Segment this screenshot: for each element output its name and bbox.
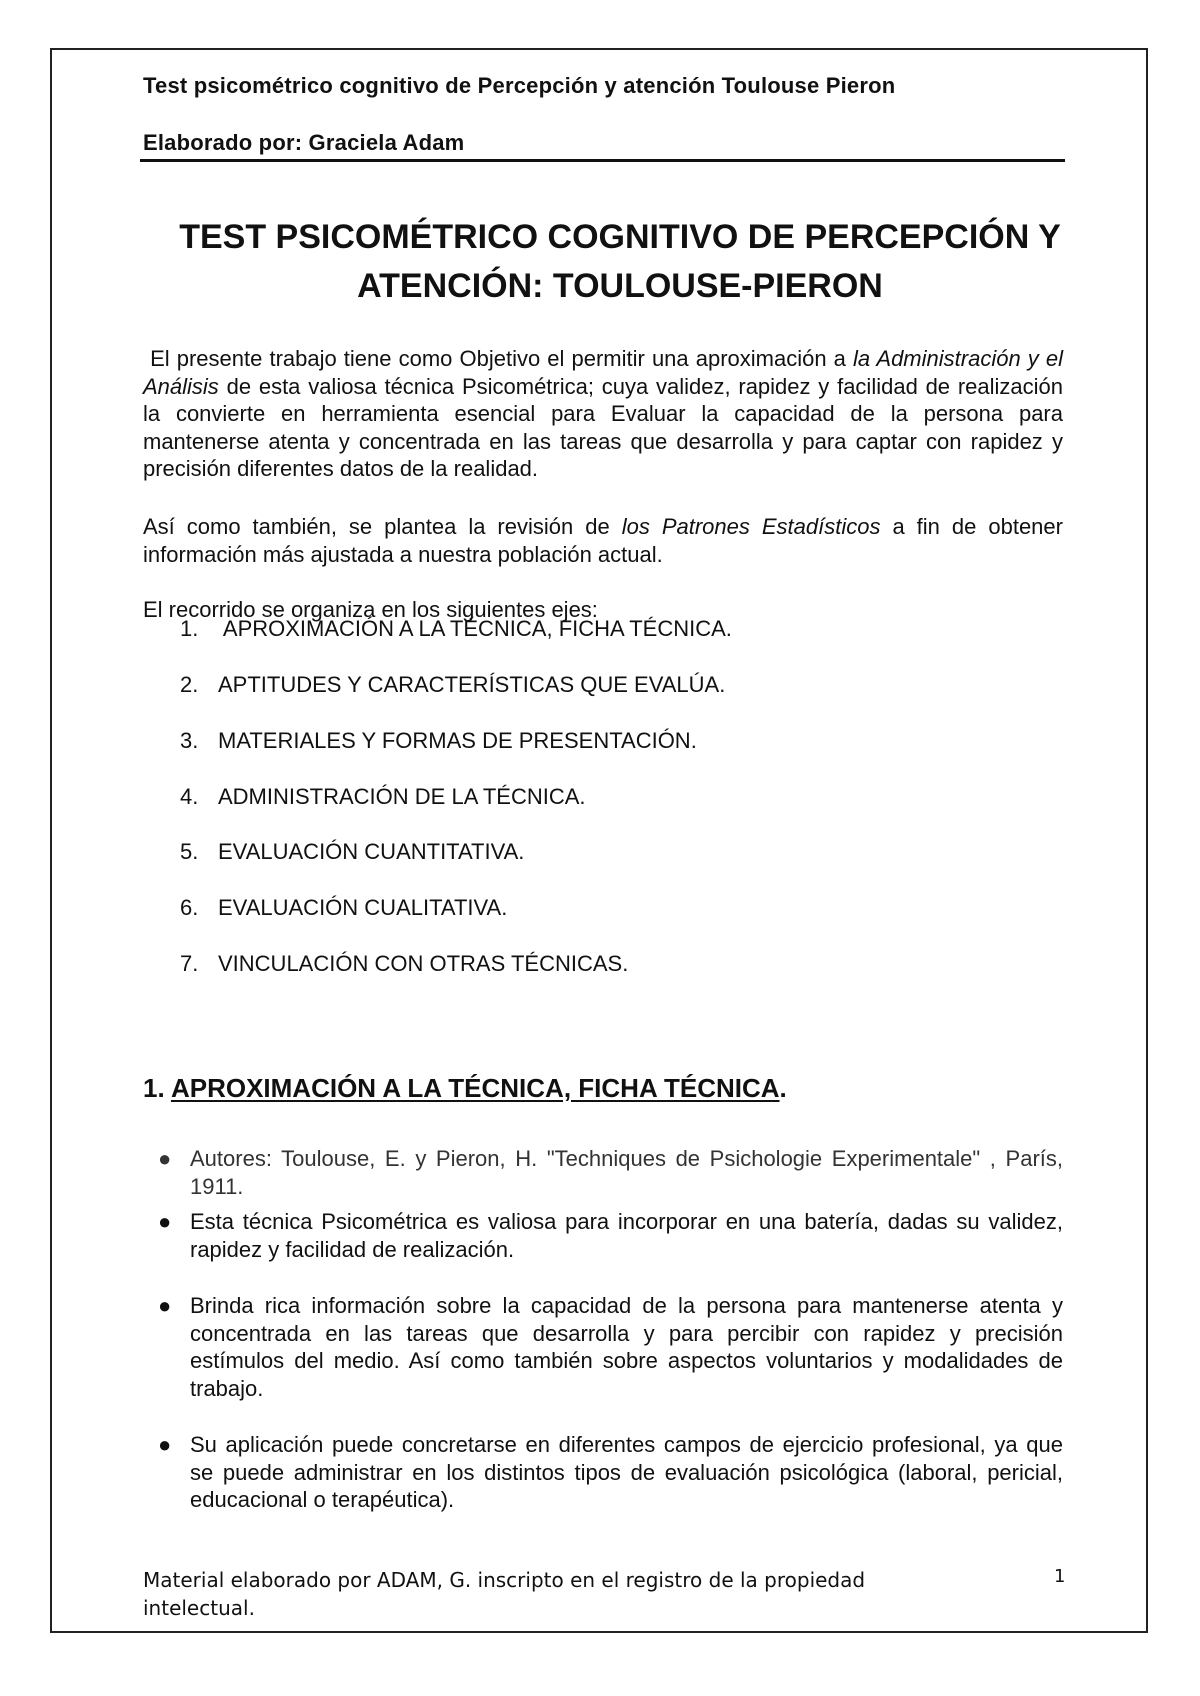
bullet-item xyxy=(158,1208,1063,1263)
bullet-item xyxy=(158,1145,1063,1200)
axis-label: MATERIALES Y FORMAS DE PRESENTACIÓN. xyxy=(218,728,697,753)
axis-number: 3. xyxy=(180,728,199,753)
axis-number: 2. xyxy=(180,672,199,697)
axis-number: 6. xyxy=(180,895,199,920)
axis-item xyxy=(180,728,697,754)
section-period: . xyxy=(779,1073,787,1103)
intro-p1-emphasis: la Administración y el Análisis xyxy=(143,346,1063,399)
bullet-text: Autores: Toulouse, E. y Pieron, H. "Techniques de Psichologie Experimentale" , París, 1911. xyxy=(190,1146,1063,1199)
axis-number: 5. xyxy=(180,839,199,864)
header-title: Test psicométrico cognitivo de Percepción y atención Toulouse Pieron xyxy=(143,73,896,98)
axis-item xyxy=(180,895,507,921)
axis-label: EVALUACIÓN CUALITATIVA. xyxy=(218,895,508,920)
axis-item xyxy=(180,951,628,977)
axis-item xyxy=(180,784,586,810)
axis-label: ADMINISTRACIÓN DE LA TÉCNICA. xyxy=(218,784,586,809)
intro-p2-emphasis: los Patrones Estadísticos xyxy=(621,514,881,539)
section-heading xyxy=(143,1073,787,1104)
document-title-line1: TEST PSICOMÉTRICO COGNITIVO DE PERCEPCIÓN Y xyxy=(179,218,1061,256)
document-title xyxy=(140,213,1100,311)
bullet-text: Esta técnica Psicométrica es valiosa para incorporar en una batería, dadas su validez, rapidez y facilidad de realización. xyxy=(190,1209,1063,1262)
page-number: 1 xyxy=(1054,1566,1066,1587)
intro-p2-a: Así como también, se plantea la revisión de xyxy=(143,514,622,539)
footer-note: Material elaborado por ADAM, G. inscripto en el registro de la propiedad intelectual. xyxy=(143,1568,866,1620)
header-rule xyxy=(140,159,1065,162)
axis-label: VINCULACIÓN CON OTRAS TÉCNICAS. xyxy=(218,951,629,976)
intro-paragraph-3: El recorrido se organiza en los siguientes ejes: xyxy=(143,597,598,622)
bullet-text: Su aplicación puede concretarse en diferentes campos de ejercicio profesional, ya que se puede administrar en los distintos tipos de evaluación psicológica (laboral, pericial, educacional o terapéutica). xyxy=(190,1432,1063,1512)
axis-number: 1. xyxy=(180,616,199,641)
section-title: APROXIMACIÓN A LA TÉCNICA, FICHA TÉCNICA xyxy=(170,1073,780,1103)
axis-item xyxy=(180,839,524,865)
document-title-line2: ATENCIÓN: TOULOUSE-PIERON xyxy=(357,267,883,305)
section-number: 1. xyxy=(143,1073,171,1103)
bullet-icon: ● xyxy=(158,1293,172,1318)
bullet-icon: ● xyxy=(158,1432,172,1457)
intro-p1-a: El presente trabajo tiene como Objetivo el permitir una aproximación a xyxy=(150,346,853,371)
axis-number: 7. xyxy=(180,951,199,976)
bullet-icon: ● xyxy=(158,1209,172,1234)
axis-item xyxy=(180,616,732,642)
axis-label: APROXIMACIÓN A LA TÉCNICA, FICHA TÉCNICA. xyxy=(218,616,732,641)
bullet-icon: ● xyxy=(158,1146,172,1171)
bullet-text: Brinda rica información sobre la capacidad de la persona para mantenerse atenta y concentrada en las tareas que desarrolla y para percibir con rapidez y precisión estímulos del medio. Así como también sobre aspectos voluntarios y modalidades de trabajo. xyxy=(190,1293,1063,1401)
bullet-item xyxy=(158,1292,1063,1402)
axis-number: 4. xyxy=(180,784,199,809)
bullet-item xyxy=(158,1431,1063,1514)
axis-item xyxy=(180,672,725,698)
axis-label: APTITUDES Y CARACTERÍSTICAS QUE EVALÚA. xyxy=(218,672,726,697)
header-author: Elaborado por: Graciela Adam xyxy=(143,130,465,155)
intro-paragraph-2 xyxy=(143,513,1063,568)
axis-label: EVALUACIÓN CUANTITATIVA. xyxy=(218,839,525,864)
intro-paragraph-1 xyxy=(143,345,1063,483)
intro-p2-b: a fin de obtener información más ajustada a nuestra población actual. xyxy=(143,514,1063,567)
intro-p1-b: de esta valiosa técnica Psicométrica; cuya validez, rapidez y facilidad de realización la convierte en herramienta esencial para Evaluar la capacidad de la persona para mantenerse atenta y concentrada en las tareas que desarrolla y para captar con rapidez y precisión diferentes datos de la realidad. xyxy=(143,373,1063,481)
